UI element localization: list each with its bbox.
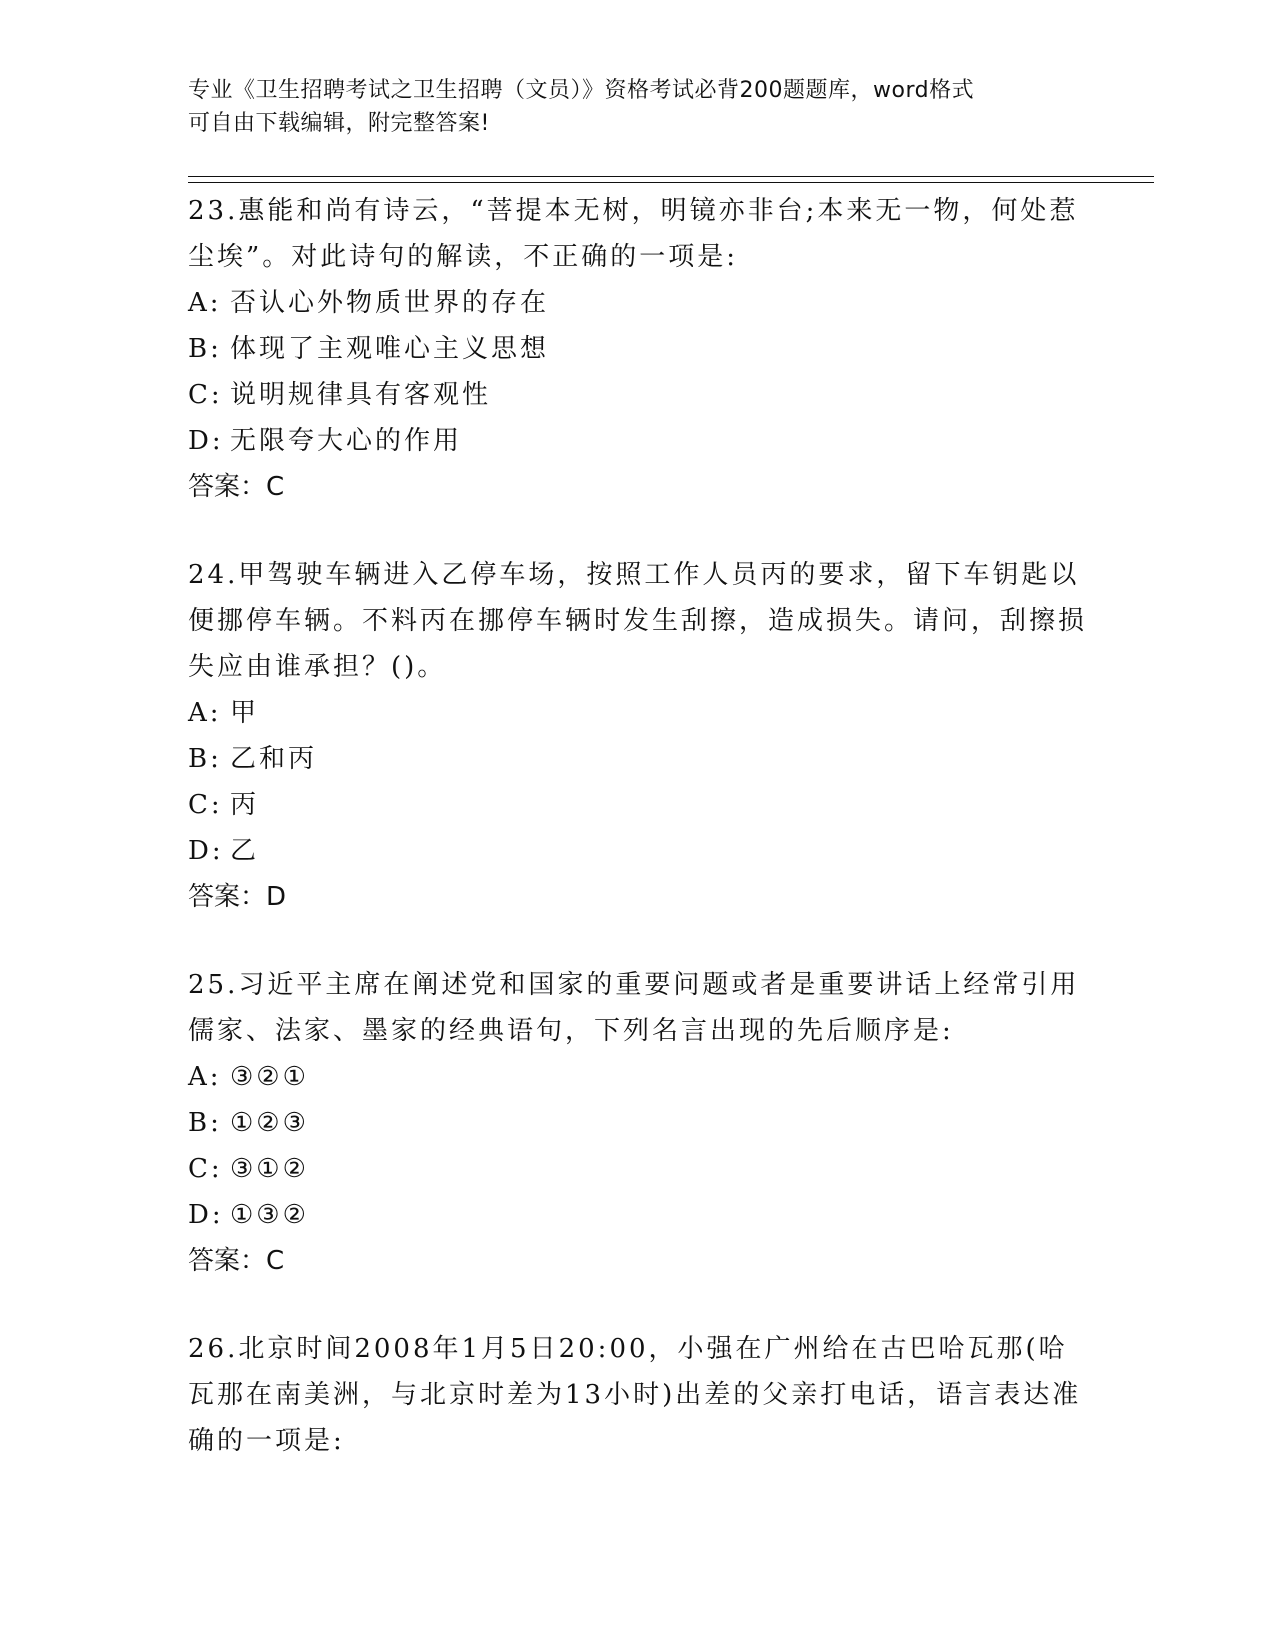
option-key: B: [188, 1108, 222, 1138]
question-24 [188, 552, 1088, 920]
option-c [188, 372, 1088, 418]
option-key: C: [188, 380, 223, 410]
option-key: A: [188, 698, 222, 728]
option-b [188, 1100, 1088, 1146]
option-text: 否认心外物质世界的存在 [230, 288, 550, 318]
option-c [188, 1146, 1088, 1192]
option-b [188, 326, 1088, 372]
option-key: D: [188, 1200, 224, 1230]
option-d [188, 828, 1088, 874]
option-text: 无限夸大心的作用 [230, 426, 463, 456]
option-text: ①③② [230, 1200, 309, 1230]
option-text: 说明规律具有客观性 [230, 380, 492, 410]
header-line-1: 专业《卫生招聘考试之卫生招聘（文员）》资格考试必背200题题库，word格式 [188, 78, 975, 103]
option-key: A: [188, 288, 222, 318]
question-stem: 26.北京时间2008年1月5日20:00，小强在广州给在古巴哈瓦那(哈瓦那在南美洲，与北京时差为13小时)出差的父亲打电话，语言表达准确的一项是: [188, 1334, 1082, 1456]
option-text: ①②③ [230, 1108, 309, 1138]
document-header [188, 74, 1068, 140]
option-key: D: [188, 426, 224, 456]
option-text: 体现了主观唯心主义思想 [230, 334, 550, 364]
option-key: C: [188, 1154, 223, 1184]
option-text: ③②① [230, 1062, 309, 1092]
answer-line: 答案：C [188, 472, 285, 502]
question-23 [188, 188, 1088, 510]
option-key: A: [188, 1062, 222, 1092]
question-list [188, 188, 1088, 1506]
option-a [188, 280, 1088, 326]
question-stem: 25.习近平主席在阐述党和国家的重要问题或者是重要讲话上经常引用儒家、法家、墨家的经典语句，下列名言出现的先后顺序是: [188, 970, 1080, 1046]
option-d [188, 1192, 1088, 1238]
question-stem: 23.惠能和尚有诗云，“菩提本无树，明镜亦非台;本来无一物，何处惹尘埃”。对此诗句的解读，不正确的一项是: [188, 196, 1079, 272]
option-a [188, 690, 1088, 736]
option-text: 乙和丙 [230, 744, 318, 774]
answer-line: 答案：D [188, 882, 287, 912]
option-c [188, 782, 1088, 828]
option-text: 甲 [230, 698, 260, 728]
question-26 [188, 1326, 1088, 1464]
option-a [188, 1054, 1088, 1100]
header-divider-top [188, 176, 1154, 177]
question-stem: 24.甲驾驶车辆进入乙停车场，按照工作人员丙的要求，留下车钥匙以便挪停车辆。不料丙在挪停车辆时发生刮擦，造成损失。请问，刮擦损失应由谁承担？()。 [188, 560, 1088, 682]
header-line-2: 可自由下载编辑，附完整答案! [188, 111, 490, 136]
option-text: 乙 [230, 836, 260, 866]
option-key: B: [188, 744, 222, 774]
option-key: C: [188, 790, 223, 820]
header-divider-bottom [188, 182, 1154, 183]
option-text: 丙 [230, 790, 260, 820]
option-d [188, 418, 1088, 464]
answer-line: 答案：C [188, 1246, 285, 1276]
option-text: ③①② [230, 1154, 309, 1184]
option-b [188, 736, 1088, 782]
question-25 [188, 962, 1088, 1284]
option-key: B: [188, 334, 222, 364]
option-key: D: [188, 836, 224, 866]
